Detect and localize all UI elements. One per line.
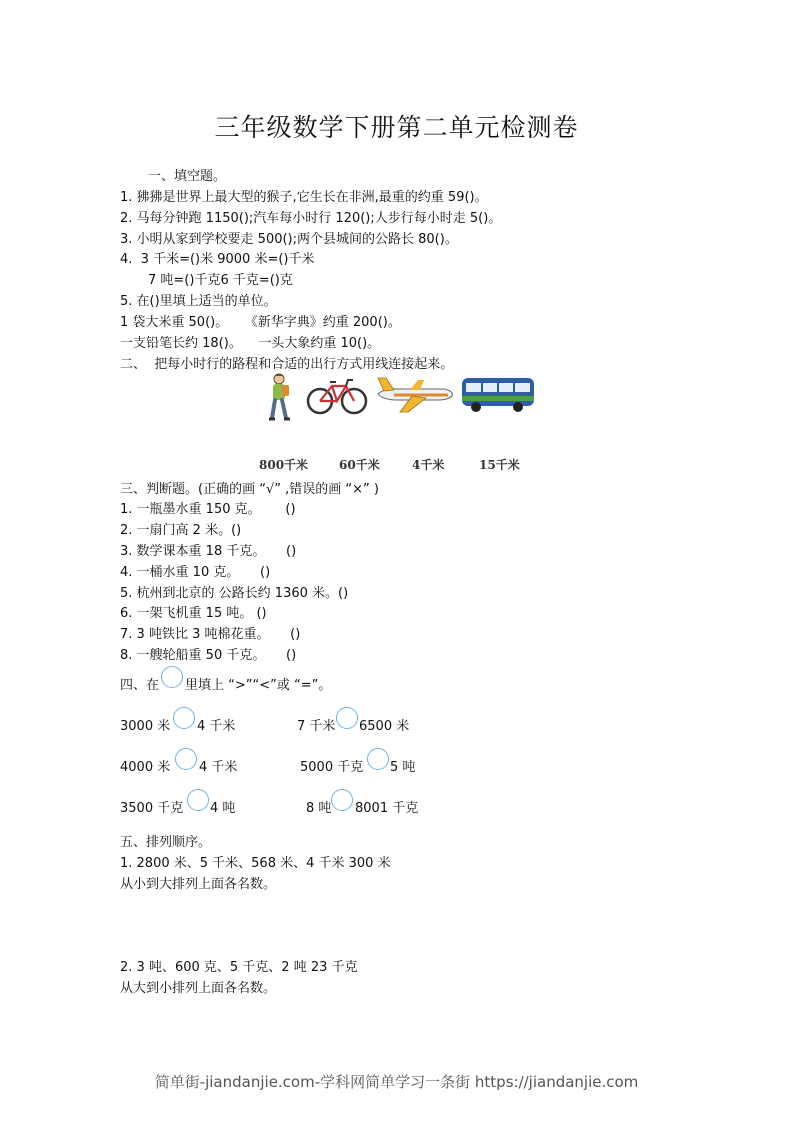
compare-left-value: 7 千米: [297, 719, 336, 734]
question-1-4b: 7 吨=()千克6 千克=()克: [148, 273, 293, 288]
question-1-5: 5. 在()里填上适当的单位。: [120, 294, 277, 309]
question-1-5a: 1 袋大米重 50()。 《新华字典》约重 200()。: [120, 315, 401, 330]
answer-circle: [161, 666, 183, 688]
compare-left-value: 5000 千克: [300, 760, 364, 775]
page-title: 三年级数学下册第二单元检测卷: [214, 113, 579, 142]
compare-left-value: 8 吨: [306, 801, 332, 816]
question-1-4a: 4. 3 千米=()米 9000 米=()千米: [120, 252, 315, 267]
speed-label-1: 800千米: [259, 458, 309, 472]
order-instruction-2: 从大到小排列上面各名数。: [120, 981, 277, 996]
judge-item-6: 6. 一架飞机重 15 吨。 (): [120, 606, 267, 621]
compare-right-value: 4 千米: [199, 760, 238, 775]
speed-label-4: 15千米: [479, 458, 520, 472]
question-1-2: 2. 马每分钟跑 1150();汽车每小时行 120();人步行每小时走 5()。: [120, 211, 502, 226]
compare-left-value: 3500 千克: [120, 801, 184, 816]
compare-answer-circle[interactable]: [175, 748, 197, 770]
compare-left-value: 4000 米: [120, 760, 171, 775]
airplane-icon: [374, 372, 456, 416]
judge-item-4: 4. 一桶水重 10 克。 (): [120, 565, 271, 580]
order-instruction-1: 从小到大排列上面各名数。: [120, 877, 277, 892]
section5-heading: 五、排列顺序。: [120, 835, 212, 850]
footer-watermark: 简单街-jiandanjie.com-学科网简单学习一条街 https://jiandanjie.com: [154, 1073, 639, 1091]
compare-right-value: 6500 米: [359, 719, 410, 734]
speed-label-2: 60千米: [339, 458, 380, 472]
section2-heading: 二、 把每小时行的路程和合适的出行方式用线连接起来。: [120, 357, 454, 372]
compare-left-value: 3000 米: [120, 719, 171, 734]
speed-label-3: 4千米: [412, 458, 445, 472]
compare-answer-circle[interactable]: [336, 707, 358, 729]
section4-heading-post: 里填上 “>”“<”或 “=”。: [185, 678, 332, 693]
compare-answer-circle[interactable]: [173, 707, 195, 729]
walking-person-icon: [264, 372, 294, 424]
section1-heading: 一、填空题。: [148, 169, 227, 184]
compare-right-value: 5 吨: [390, 760, 416, 775]
order-question-1: 1. 2800 米、5 千米、568 米、4 千米 300 米: [120, 856, 391, 871]
bus-icon: [460, 372, 536, 416]
judge-item-2: 2. 一扇门高 2 米。(): [120, 523, 242, 538]
section3-heading: 三、判断题。(正确的画 “√” ,错误的画 “×” ): [120, 482, 379, 497]
compare-right-value: 4 吨: [210, 801, 236, 816]
question-1-5b: 一支铅笔长约 18()。 一头大象约重 10()。: [120, 336, 381, 351]
compare-answer-circle[interactable]: [187, 789, 209, 811]
judge-item-1: 1. 一瓶墨水重 150 克。 (): [120, 502, 296, 517]
order-question-2: 2. 3 吨、600 克、5 千克、2 吨 23 千克: [120, 960, 358, 975]
judge-item-7: 7. 3 吨铁比 3 吨棉花重。 (): [120, 627, 301, 642]
judge-item-5: 5. 杭州到北京的 公路长约 1360 米。(): [120, 586, 349, 601]
bicycle-icon: [306, 372, 368, 416]
compare-right-value: 8001 千克: [355, 801, 419, 816]
judge-item-8: 8. 一艘轮船重 50 千克。 (): [120, 648, 297, 663]
compare-answer-circle[interactable]: [331, 789, 353, 811]
judge-item-3: 3. 数学课本重 18 千克。 (): [120, 544, 297, 559]
question-1-1: 1. 狒狒是世界上最大型的猴子,它生长在非洲,最重的约重 59()。: [120, 190, 488, 205]
transport-images: [258, 372, 548, 422]
section4-heading-pre: 四、在: [120, 678, 160, 693]
compare-answer-circle[interactable]: [367, 748, 389, 770]
question-1-3: 3. 小明从家到学校要走 500();两个县城间的公路长 80()。: [120, 232, 458, 247]
compare-right-value: 4 千米: [197, 719, 236, 734]
